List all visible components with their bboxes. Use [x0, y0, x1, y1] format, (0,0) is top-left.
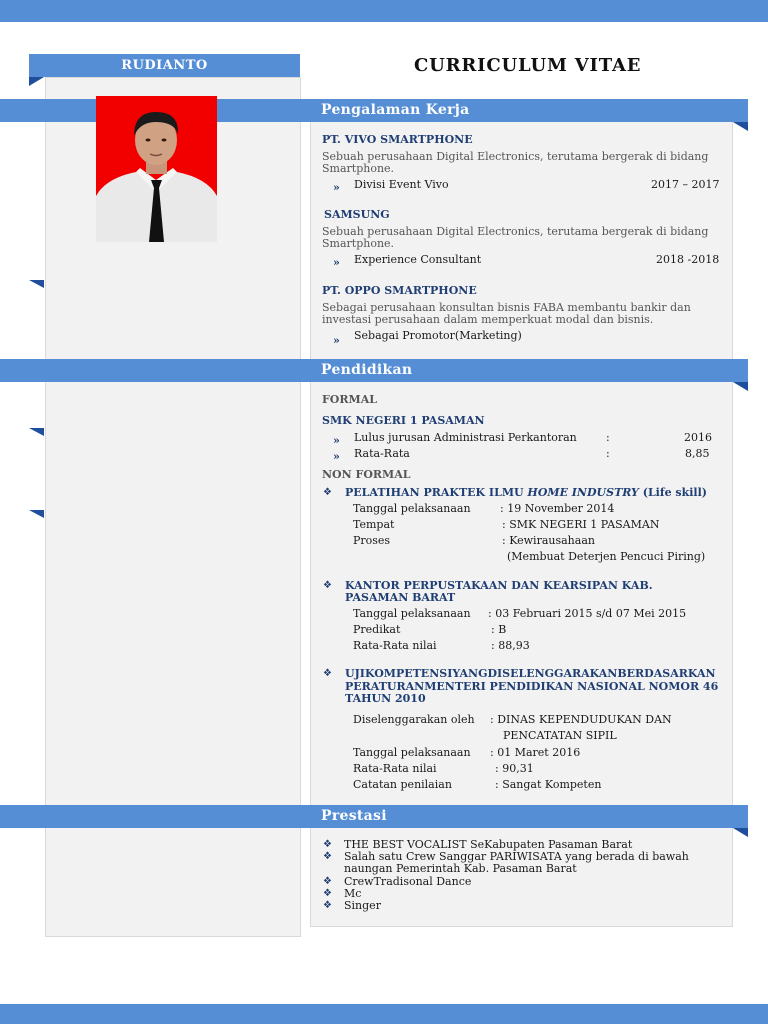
training-row-value: : 88,93 — [491, 639, 530, 652]
education-bar-fold — [733, 382, 748, 391]
training-row-label: Tempat — [353, 518, 395, 531]
training-title: PASAMAN BARAT — [345, 591, 456, 604]
side-fold-mark — [29, 428, 44, 436]
diamond-bullet-icon: ❖ — [323, 839, 332, 850]
training-row-label: Tanggal pelaksanaan — [353, 607, 471, 620]
training-title: PELATIHAN PRAKTEK ILMU HOME INDUSTRY (Life skill) — [345, 486, 707, 499]
chevron-right-icon: » — [333, 334, 340, 347]
top-decor-bar — [0, 0, 768, 22]
experience-bar-fold — [733, 122, 748, 131]
job-role: Experience Consultant — [354, 253, 482, 266]
diamond-bullet-icon: ❖ — [323, 580, 332, 591]
diamond-bullet-icon: ❖ — [323, 900, 332, 911]
diamond-bullet-icon: ❖ — [323, 851, 332, 862]
company-description: Sebuah perusahaan Digital Electronics, terutama bergerak di bidang Smartphone. — [322, 150, 709, 175]
nonformal-label: NON FORMAL — [322, 468, 411, 481]
experience-section-title: Pengalaman Kerja — [321, 102, 470, 118]
training-title: UJIKOMPETENSIYANGDISELENGGARAKANBERDASARKAN — [345, 667, 716, 680]
company-name: SAMSUNG — [324, 208, 390, 221]
training-row-label: Diselenggarakan oleh — [353, 713, 475, 726]
side-fold-mark — [29, 510, 44, 518]
company-name: PT. OPPO SMARTPHONE — [322, 284, 477, 297]
training-note: (Membuat Deterjen Pencuci Piring) — [507, 550, 706, 563]
education-section-title: Pendidikan — [321, 362, 413, 378]
training-row-label: Tanggal pelaksanaan — [353, 502, 471, 515]
training-row-value: : B — [491, 623, 507, 636]
training-row-value: : 01 Maret 2016 — [490, 746, 581, 759]
name-header: RUDIANTO — [29, 54, 300, 77]
edu-row-sep: : — [606, 447, 610, 460]
training-title: TAHUN 2010 — [345, 692, 426, 705]
training-row-value: : DINAS KEPENDUDUKAN DAN — [490, 713, 672, 726]
training-row-label: Tanggal pelaksanaan — [353, 746, 471, 759]
achievement-item: Mc — [344, 887, 362, 900]
name-header-fold — [29, 77, 44, 86]
job-role: Sebagai Promotor(Marketing) — [354, 329, 522, 342]
training-row-value: : 03 Februari 2015 s/d 07 Mei 2015 — [488, 607, 687, 620]
school-name: SMK NEGERI 1 PASAMAN — [322, 414, 485, 427]
formal-label: FORMAL — [322, 393, 377, 406]
achievement-item: Singer — [344, 899, 381, 912]
company-name: PT. VIVO SMARTPHONE — [322, 133, 473, 146]
edu-row-sep: : — [606, 431, 610, 444]
job-period: 2018 -2018 — [656, 253, 720, 266]
training-row-value: : Kewirausahaan — [502, 534, 595, 547]
edu-row-label: Lulus jurusan Administrasi Perkantoran — [354, 431, 577, 444]
bottom-decor-bar — [0, 1004, 768, 1024]
training-row-label: Proses — [353, 534, 391, 547]
diamond-bullet-icon: ❖ — [323, 668, 332, 679]
diamond-bullet-icon: ❖ — [323, 888, 332, 899]
training-row-value: : SMK NEGERI 1 PASAMAN — [502, 518, 660, 531]
profile-photo — [96, 96, 217, 242]
job-period: 2017 – 2017 — [651, 178, 720, 191]
edu-row-label: Rata-Rata — [354, 447, 410, 460]
training-row-value: : 90,31 — [495, 762, 534, 775]
achievements-bar-fold — [733, 828, 748, 837]
achievement-item: Salah satu Crew Sanggar PARIWISATA yang berada di bawah naungan Pemerintah Kab. Pasaman Barat — [344, 850, 689, 875]
page-title: CURRICULUM VITAE — [414, 55, 642, 76]
job-role: Divisi Event Vivo — [354, 178, 449, 191]
achievements-section-title: Prestasi — [321, 808, 387, 824]
achievement-item: THE BEST VOCALIST SeKabupaten Pasaman Barat — [344, 838, 633, 851]
diamond-bullet-icon: ❖ — [323, 876, 332, 887]
edu-row-value: 2016 — [684, 431, 712, 444]
training-title: KANTOR PERPUSTAKAAN DAN KEARSIPAN KAB. — [345, 579, 653, 592]
side-fold-mark — [29, 280, 44, 288]
chevron-right-icon: » — [333, 434, 340, 447]
training-row-value: : Sangat Kompeten — [495, 778, 602, 791]
company-description: Sebagai perusahaan konsultan bisnis FABA membantu bankir dan investasi perusahaan dalam memperkuat modal dan bisnis. — [322, 301, 691, 326]
diamond-bullet-icon: ❖ — [323, 487, 332, 498]
chevron-right-icon: » — [333, 256, 340, 269]
training-title: PERATURANMENTERI PENDIDIKAN NASIONAL NOMOR 46 — [345, 680, 719, 693]
training-row-value: PENCATATAN SIPIL — [503, 729, 617, 742]
training-row-label: Rata-Rata nilai — [353, 639, 437, 652]
training-row-label: Predikat — [353, 623, 401, 636]
training-row-label: Catatan penilaian — [353, 778, 452, 791]
training-row-value: : 19 November 2014 — [500, 502, 615, 515]
chevron-right-icon: » — [333, 181, 340, 194]
training-row-label: Rata-Rata nilai — [353, 762, 437, 775]
edu-row-value: 8,85 — [685, 447, 710, 460]
company-description: Sebuah perusahaan Digital Electronics, terutama bergerak di bidang Smartphone. — [322, 225, 709, 250]
chevron-right-icon: » — [333, 450, 340, 463]
achievement-item: CrewTradisonal Dance — [344, 875, 472, 888]
